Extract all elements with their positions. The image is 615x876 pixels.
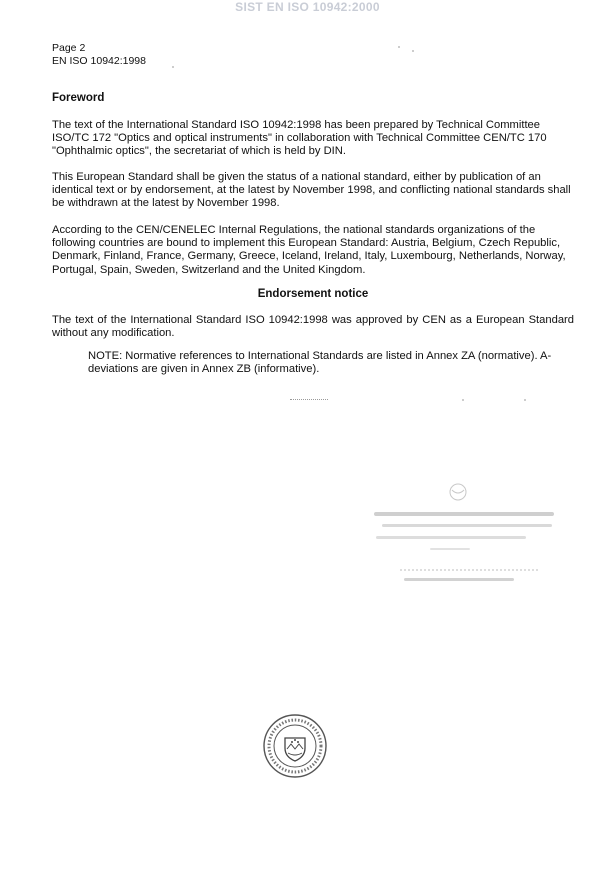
scan-speck <box>524 399 526 401</box>
scan-artifact-line <box>290 399 328 400</box>
endorsement-text: The text of the International Standard ISO 10942:1998 was approved by CEN as a European Standard without any modification. <box>52 314 574 340</box>
faded-stamp-graphic <box>360 478 560 588</box>
endorsement-heading: Endorsement notice <box>257 288 369 300</box>
foreword-paragraph-2: This European Standard shall be given the status of a national standard, either by publication of an identical text or by endorsement, at the latest by November 1998, and conflicting national standards shall be withdrawn at the latest by November 1998. <box>52 171 571 210</box>
scan-speck <box>172 66 174 68</box>
endorsement-note: NOTE: Normative references to International Standards are listed in Annex ZA (normative). A-deviations are given in Annex ZB (informative). <box>88 350 552 376</box>
seal-emblem <box>262 713 328 779</box>
round-seal-stamp <box>262 713 328 779</box>
foreword-paragraph-3: According to the CEN/CENELEC Internal Regulations, the national standards organizations of the following countries are bound to implement this European Standard: Austria, Belgium, Czech Republic, Denmark, Finland, France, Germany, Greece, Iceland, Ireland, Italy, Luxembourg, Netherlands, Norway, Portugal, Spain, Sweden, Switzerland and the United Kingdom. <box>52 224 566 276</box>
faded-stamp <box>360 478 560 588</box>
foreword-paragraph-1: The text of the International Standard ISO 10942:1998 has been prepared by Technical Committee ISO/TC 172 "Optics and optical instruments" in collaboration with Technical Committee CEN/TC 170 "Ophthalmic optics", the secretariat of which is held by DIN. <box>52 119 547 158</box>
foreword-heading: Foreword <box>52 92 105 104</box>
page-number: Page 2 <box>52 42 86 54</box>
document-watermark: SIST EN ISO 10942:2000 <box>235 0 380 14</box>
scan-speck <box>398 46 400 48</box>
document-id: EN ISO 10942:1998 <box>52 55 146 67</box>
scan-speck <box>462 399 464 401</box>
scan-speck <box>412 50 414 52</box>
